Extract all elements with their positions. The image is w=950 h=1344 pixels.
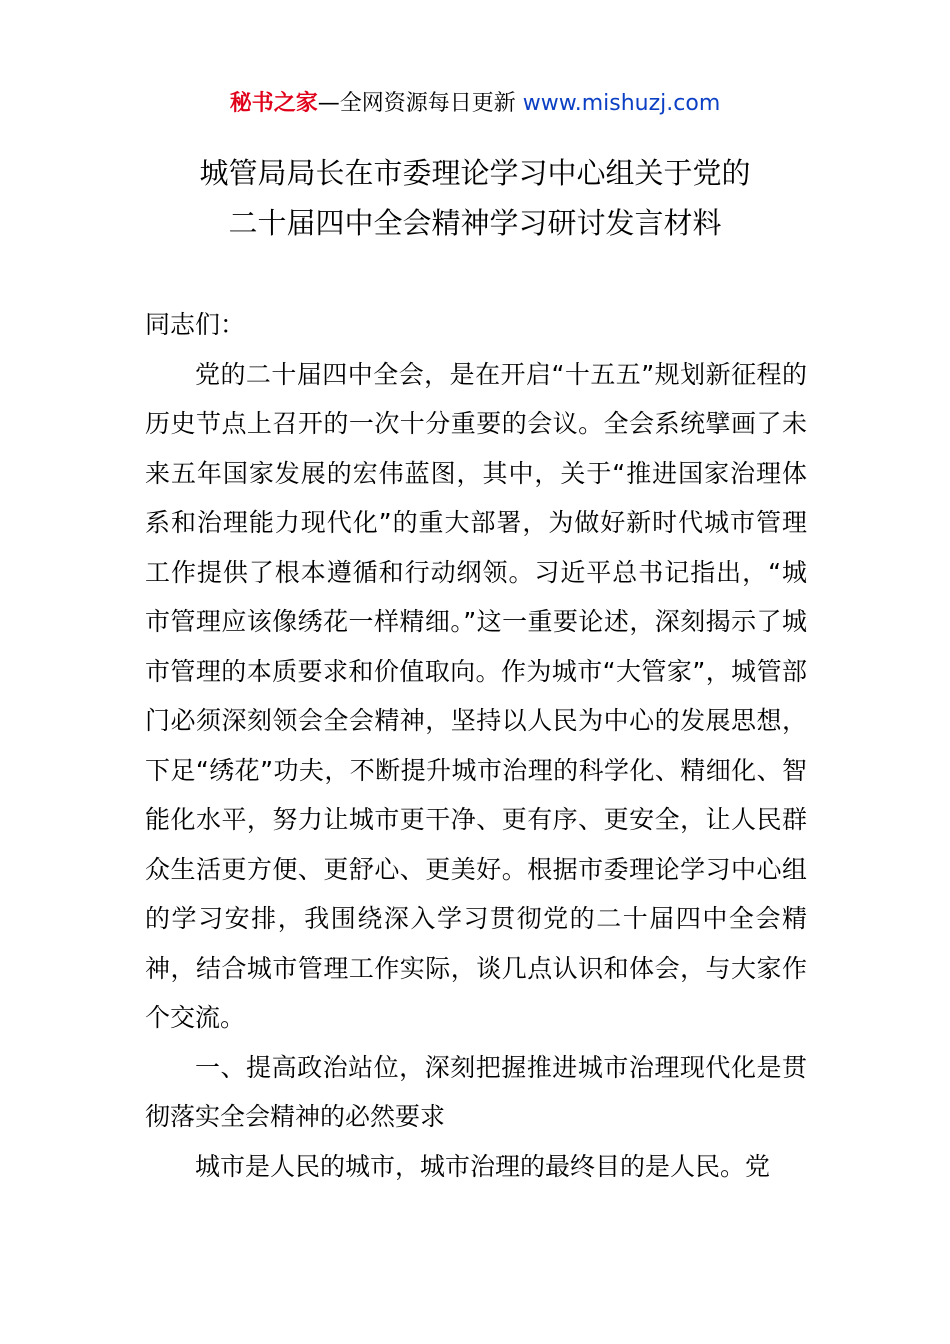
site-header	[0, 88, 950, 120]
site-brand: 秘书之家	[229, 91, 318, 116]
site-url-link[interactable]: www.mishuzj.com	[522, 91, 721, 116]
paragraph-section-1: 城市是人民的城市，城市治理的最终目的是人民。党	[195, 1151, 771, 1181]
title-line-1: 城管局局长在市委理论学习中心组关于党的	[199, 156, 751, 190]
document-title	[0, 148, 950, 248]
site-slogan: —全网资源每日更新	[317, 91, 516, 116]
paragraph-intro: 党的二十届四中全会，是在开启“十五五”规划新征程的历史节点上召开的一次十分重要的会议。全会系统擘画了未来五年国家发展的宏伟蓝图，其中，关于“推进国家治理体系和治理能力现代化”的重大部署，为做好新时代城市管理工作提供了根本遵循和行动纲领。习近平总书记指出，“城市管理应该像绣花一样精细。”这一重要论述，深刻揭示了城市管理的本质要求和价值取向。作为城市“大管家”，城管部门必须深刻领会全会精神，坚持以人民为中心的发展思想，下足“绣花”功夫，不断提升城市治理的科学化、精细化、智能化水平，努力让城市更干净、更有序、更安全，让人民群众生活更方便、更舒心、更美好。根据市委理论学习中心组的学习安排，我围绕深入学习贯彻党的二十届四中全会精神，结合城市管理工作实际，谈几点认识和体会，与大家作个交流。	[145, 359, 807, 1032]
salutation: 同志们：	[145, 310, 246, 339]
title-line-2: 二十届四中全会精神学习研讨发言材料	[228, 206, 722, 240]
document-body	[145, 300, 807, 1191]
section-heading-1: 一、提高政治站位，深刻把握推进城市治理现代化是贯彻落实全会精神的必然要求	[145, 1052, 807, 1131]
